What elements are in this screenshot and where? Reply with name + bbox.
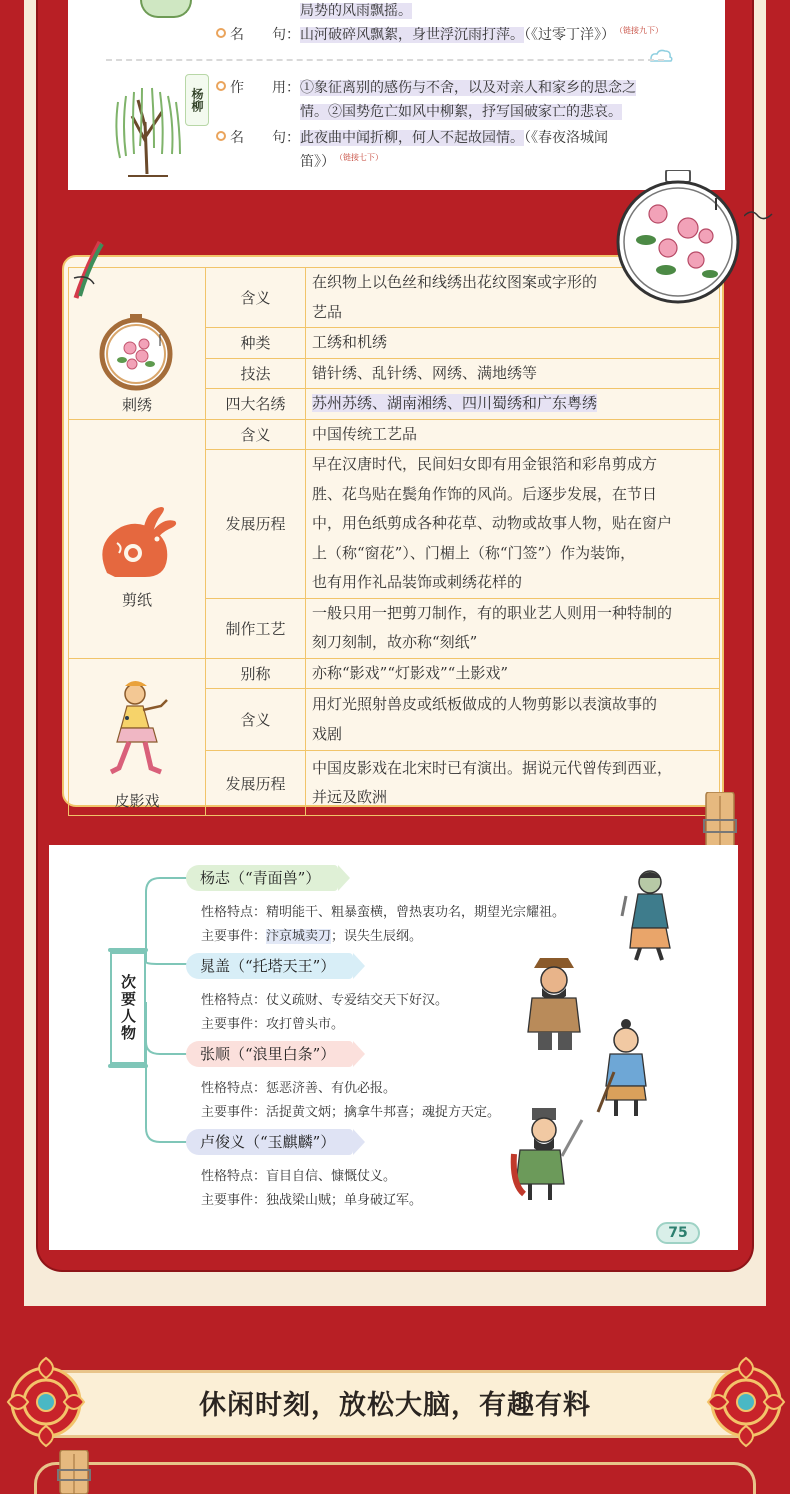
page-number: 75 (656, 1222, 700, 1244)
attr-value (306, 389, 720, 420)
attr-label: 技法 (206, 358, 306, 389)
table-row (69, 658, 720, 689)
willow-quote-source-end: 笛》） $^{(链接七下)}$ (300, 153, 383, 170)
chaogai-figure-illustration (522, 954, 586, 1054)
embroidery-hoop-decoration (610, 170, 746, 306)
willow-quote-label: 名 句： (230, 130, 300, 146)
divider (106, 59, 664, 61)
chinese-knot-right-icon (704, 1354, 788, 1450)
lotus-function-tail: 局势的风雨飘摇。 (300, 3, 412, 19)
shadow-puppet-illustration (97, 678, 177, 790)
value-line: 并远及欧洲 (312, 788, 388, 806)
value-line: 胜、花鸟贴在鬓角作饰的风尚。后逐步发展，在节日 (312, 484, 658, 503)
value-line: 用灯光照射兽皮或纸板做成的人物剪影以表演故事的 (312, 695, 658, 713)
folk-craft-table (68, 267, 720, 816)
character-name-chaogai: 晁盖（“托塔天王”） (186, 953, 353, 979)
character-event: 主要事件：独战梁山贼；单身破辽军。 (201, 1193, 423, 1208)
attr-label: 种类 (206, 328, 306, 359)
value-line: 上（称“窗花”）、门楣上（称“门签”）作为装饰， (312, 543, 636, 562)
banner-title: 休闲时刻，放松大脑，有趣有料 (199, 1390, 591, 1421)
zhangshun-figure-illustration (594, 1016, 654, 1120)
value-line: 中，用色纸剪成各种花草、动物或故事人物，贴在窗户 (312, 514, 673, 532)
bullet-dot-icon (216, 131, 226, 141)
lujunyi-figure-illustration (510, 1104, 586, 1204)
attr-label: 发展历程 (206, 450, 306, 599)
secondary-characters-tag: 次要人物 (110, 952, 146, 1064)
value-line: 早在汉唐时代，民间妇女即有用金银箔和彩帛剪成方 (312, 455, 658, 473)
character-name-zhangshun: 张顺（“浪里白条”） (186, 1041, 353, 1067)
value-line: 中国传统工艺品 (312, 424, 418, 443)
attr-label: 含义 (206, 268, 306, 328)
character-trait: 性格特点：盲目自信、慷慨仗义。 (201, 1169, 397, 1184)
willow-quote: 此夜曲中闻折柳，何人不起故园情。（《春夜洛城闻 (300, 130, 608, 146)
character-trait: 性格特点：精明能干、粗暴蛮横，曾热衷功名，期望光宗耀祖。 (201, 905, 566, 920)
willow-use-line-1: ①象征离别的感伤与不舍，以及对亲人和家乡的思念之 (300, 80, 636, 96)
embroidery-hoop-illustration (94, 308, 180, 394)
willow-use-line-2: 情。②国势危亡如风中柳絮，抒写国破家亡的悲哀。 (300, 104, 622, 120)
value-line: 戏剧 (312, 724, 343, 743)
value-line: 错针绣、乱针绣、网绣、满地绣等 (312, 363, 538, 382)
value-line: 亦称“影戏”“灯影戏”“土影戏” (312, 663, 509, 682)
character-event: 主要事件：活捉黄文炳；擒拿牛邦喜；魂捉方天定。 (201, 1105, 501, 1120)
attr-value (306, 328, 720, 359)
willow-use-label: 作 用： (230, 80, 300, 96)
attr-label: 发展历程 (206, 751, 306, 816)
value-line: 刻刀刻制，故亦称“刻纸” (312, 633, 478, 651)
willow-tag: 杨柳 (185, 74, 209, 126)
papercut-rabbit-illustration (87, 493, 187, 589)
attr-label: 制作工艺 (206, 598, 306, 658)
value-line: 也有用作礼品装饰或刺绣花样的 (312, 573, 523, 591)
character-trait: 性格特点：惩恶济善、有仇必报。 (201, 1081, 397, 1096)
attr-value (306, 689, 720, 751)
yangzhi-figure-illustration (620, 866, 676, 962)
attr-label: 别称 (206, 658, 306, 689)
bullet-dot-icon (216, 28, 226, 38)
attr-value (306, 419, 720, 450)
papercut-cell (69, 419, 206, 658)
craft-name-embroidery: 刺绣 (121, 395, 152, 414)
character-name-yangzhi: 杨志（“青面兽”） (186, 865, 338, 891)
craft-name-papercut: 剪纸 (121, 590, 152, 609)
attr-value (306, 358, 720, 389)
willow-tree-illustration (108, 82, 186, 178)
value-line: 中国皮影戏在北宋时已有演出。据说元代曾传到西亚， (312, 758, 673, 777)
attr-value (306, 658, 720, 689)
lotus-quote: 山河破碎风飘絮，身世浮沉雨打萍。（《过零丁洋》） $^{(链接九下)}$ (300, 26, 663, 43)
character-name-lujunyi: 卢俊义（“玉麒麟”） (186, 1129, 353, 1155)
thread-skein-icon (70, 238, 106, 300)
bullet-dot-icon (216, 81, 226, 91)
value-line: 艺品 (312, 302, 343, 321)
attr-value (306, 751, 720, 816)
value-line: 苏州苏绣、湖南湘绣、四川蜀绣和广东粤绣 (312, 394, 598, 412)
character-event: 主要事件：攻打曾头市。 (201, 1017, 345, 1032)
lotus-quote-label: 名 句： (230, 27, 300, 43)
value-line: 工绣和机绣 (312, 333, 388, 351)
attr-value (306, 450, 720, 599)
table-row (69, 419, 720, 450)
attr-label: 四大名绣 (206, 389, 306, 420)
next-section-card (34, 1462, 756, 1494)
attr-label: 含义 (206, 419, 306, 450)
attr-value (306, 598, 720, 658)
value-line: 一般只用一把剪刀制作，有的职业艺人则用一种特制的 (312, 603, 673, 622)
value-line: 在织物上以色丝和线绣出花纹图案或字形的 (312, 273, 598, 291)
shadow-play-cell (69, 658, 206, 816)
cloud-icon (648, 48, 674, 64)
character-event: 主要事件：汴京城卖刀；误失生辰纲。 (201, 929, 423, 944)
character-trait: 性格特点：仗义疏财、专爱结交天下好汉。 (201, 993, 449, 1008)
clothespin-icon (56, 1450, 92, 1494)
attr-label: 含义 (206, 689, 306, 751)
chinese-knot-left-icon (4, 1354, 88, 1450)
thread-icon (744, 208, 774, 222)
craft-name-shadow-play: 皮影戏 (114, 792, 160, 810)
